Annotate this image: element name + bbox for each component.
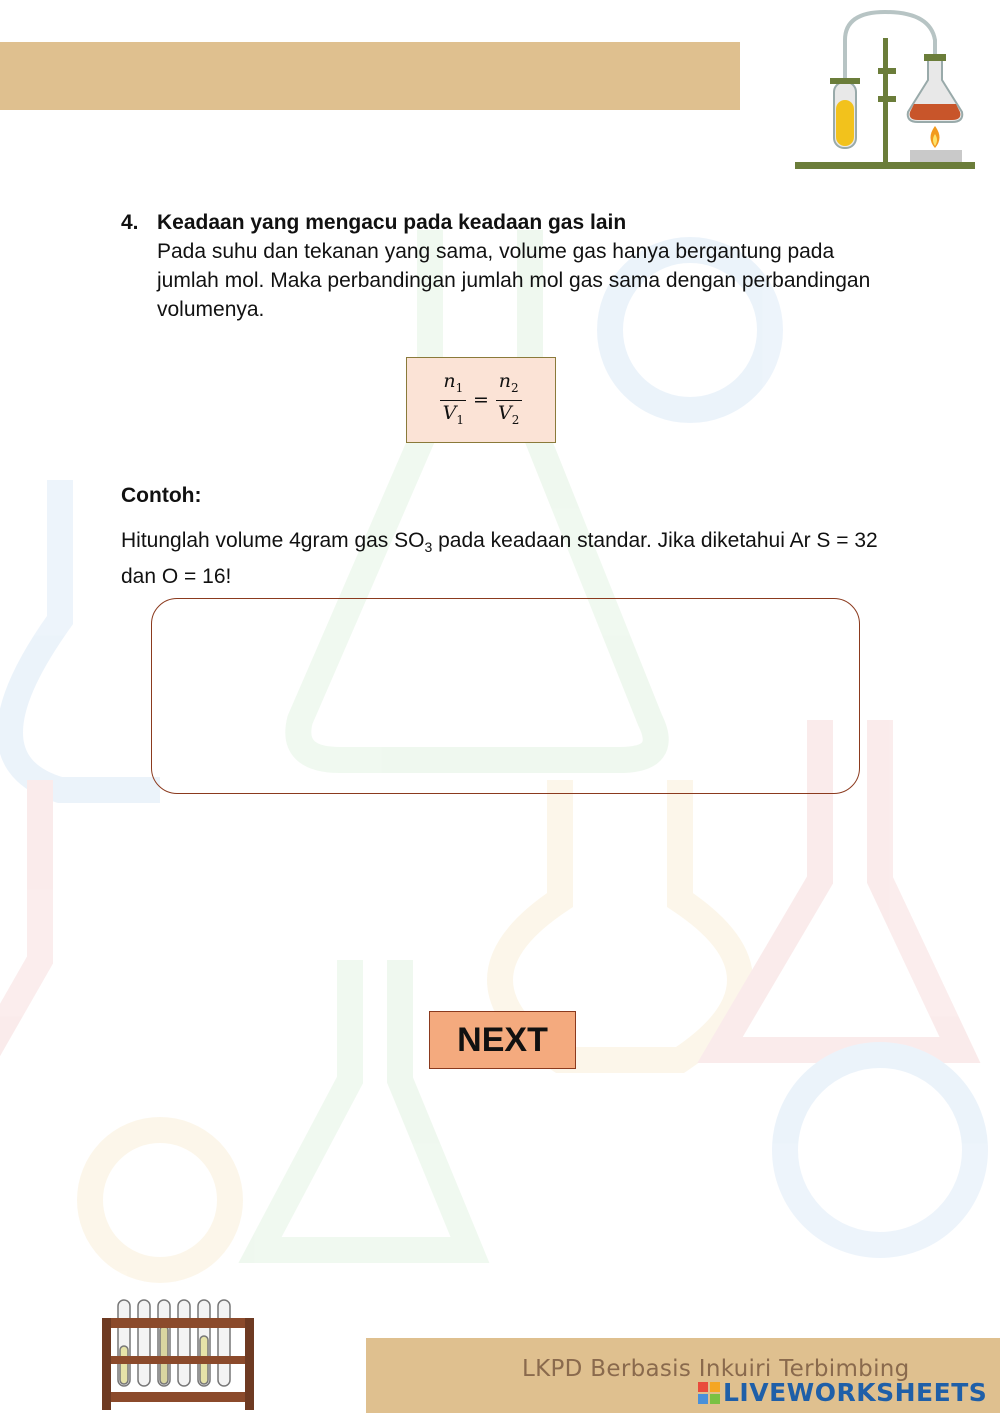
fraction-right [495,370,522,431]
section-title: Keadaan yang mengacu pada keadaan gas lain [157,211,627,234]
test-tube-rack-illustration [98,1296,260,1412]
section-4 [121,208,881,324]
liveworksheets-logo-icon [698,1382,720,1404]
fraction-right-numerator: $n_2$ [496,370,522,401]
fraction-left [440,370,467,431]
section-heading [121,208,881,237]
equals-sign: = [473,389,489,411]
next-button[interactable]: NEXT [429,1011,576,1069]
example-question: Hitunglah volume 4gram gas $SO_3$ pada keadaan standar. Jika diketahui Ar S = 32 dan O = 16! [121,529,878,589]
fraction-left-denominator: $V_1$ [442,401,465,427]
section-body: Pada suhu dan tekanan yang sama, volume gas hanya bergantung pada jumlah mol. Maka perbandingan jumlah mol gas sama dengan perbandingan volumenya. [157,240,871,321]
lab-apparatus-illustration [790,0,985,180]
example-label: Contoh: [121,484,202,507]
header-band [0,42,740,110]
liveworksheets-watermark [698,1378,987,1407]
section-number: 4. [121,211,139,234]
fraction-right-denominator: $V_2$ [497,401,520,427]
subscript-three: 3 [424,539,433,556]
liveworksheets-text: LIVEWORKSHEETS [723,1378,988,1407]
answer-input[interactable] [151,598,860,794]
footer-title: LKPD Berbasis Inkuiri Terbimbing [522,1356,910,1382]
formula-box [406,357,556,443]
fraction-left-numerator: $n_1$ [440,370,466,401]
